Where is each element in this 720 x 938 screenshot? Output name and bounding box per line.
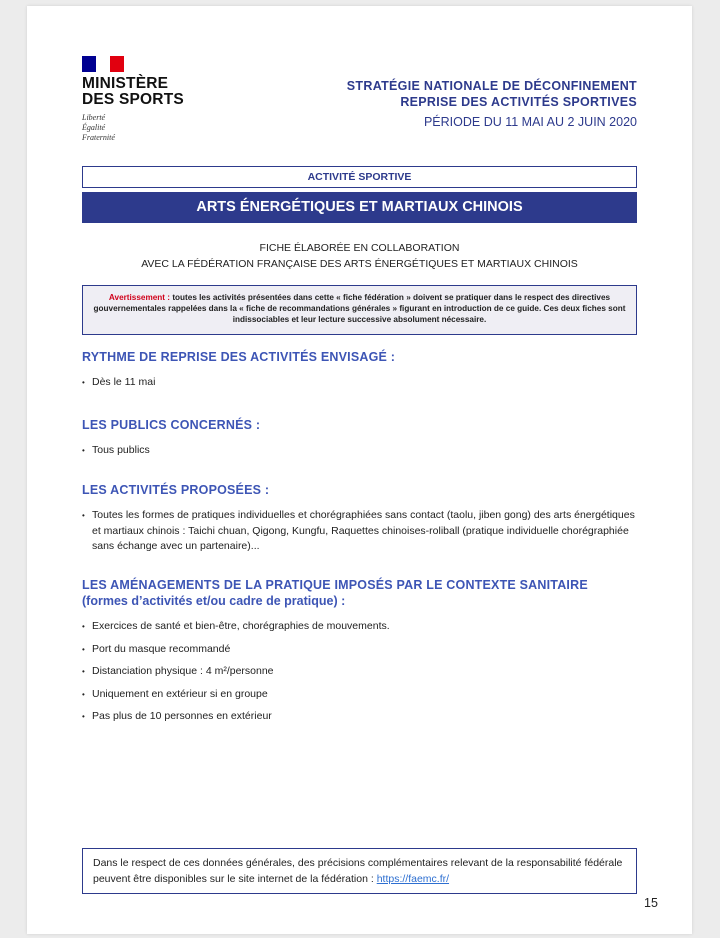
warning-label: Avertissement : xyxy=(108,293,171,302)
section-activites xyxy=(82,482,642,562)
motto-liberte: Liberté xyxy=(82,113,106,122)
section-publics xyxy=(82,417,642,466)
section-title-amenagements: LES AMÉNAGEMENTS DE LA PRATIQUE IMPOSÉS PAR LE CONTEXTE SANITAIRE xyxy=(82,578,588,592)
section-title-publics: LES PUBLICS CONCERNÉS : xyxy=(82,418,261,432)
warning-box xyxy=(82,285,637,335)
list-item: • Port du masque recommandé xyxy=(82,642,642,658)
list-publics xyxy=(82,443,642,459)
list-activites xyxy=(82,508,642,555)
section-title-rythme: RYTHME DE REPRISE DES ACTIVITÉS ENVISAGÉ : xyxy=(82,350,396,364)
list-rythme xyxy=(82,375,642,391)
ministry-line-1: MINISTÈRE xyxy=(82,75,169,92)
list-item: • Dès le 11 mai xyxy=(82,375,642,391)
activity-label: ACTIVITÉ SPORTIVE xyxy=(82,166,637,188)
section-subtitle-amenagements: (formes d’activités et/ou cadre de pratique) : xyxy=(82,594,346,608)
federation-website-link[interactable]: https://faemc.fr/ xyxy=(376,872,450,885)
page-title: ARTS ÉNERGÉTIQUES ET MARTIAUX CHINOIS xyxy=(82,192,637,223)
motto-fraternite: Fraternité xyxy=(82,133,115,142)
federation-info-box xyxy=(82,848,637,894)
warning-text: toutes les activités présentées dans cette « fiche fédération » doivent se pratiquer dans le respect des directives gouvernementales rappelées dans la « fiche de recommandations générales » figurant en introduction de ce guide. Ces deux fiches sont indissociables et leur lecture successive absolument nécessaire. xyxy=(93,293,626,324)
list-item: • Tous publics xyxy=(82,443,642,459)
ministry-line-2: DES SPORTS xyxy=(82,91,184,108)
collaboration-note xyxy=(82,240,637,272)
collaboration-line-1: FICHE ÉLABORÉE EN COLLABORATION xyxy=(259,242,460,254)
federation-info-text: Dans le respect de ces données générales, des précisions complémentaires relevant de la responsabilité fédérale peuvent être disponibles sur le site internet de la fédération : xyxy=(93,857,623,885)
section-rythme xyxy=(82,349,642,398)
ministry-logo xyxy=(82,56,184,143)
list-amenagements xyxy=(82,619,642,725)
section-title-activites: LES ACTIVITÉS PROPOSÉES : xyxy=(82,483,270,497)
list-item: • Distanciation physique : 4 m²/personne xyxy=(82,664,642,680)
list-item: • Pas plus de 10 personnes en extérieur xyxy=(82,709,642,725)
list-item: • Uniquement en extérieur si en groupe xyxy=(82,687,642,703)
motto-egalite: Égalité xyxy=(82,123,106,132)
ministry-name xyxy=(82,76,184,108)
page-number: 15 xyxy=(644,896,658,910)
republic-motto xyxy=(82,113,184,143)
header-strategy: STRATÉGIE NATIONALE DE DÉCONFINEMENT xyxy=(346,79,637,93)
document-header xyxy=(347,78,637,131)
header-reprise: REPRISE DES ACTIVITÉS SPORTIVES xyxy=(400,95,637,109)
header-period: PÉRIODE DU 11 MAI AU 2 JUIN 2020 xyxy=(423,115,637,129)
collaboration-line-2: AVEC LA FÉDÉRATION FRANÇAISE DES ARTS ÉNERGÉTIQUES ET MARTIAUX CHINOIS xyxy=(141,258,578,270)
french-flag-icon xyxy=(82,56,124,72)
section-amenagements xyxy=(82,577,642,732)
list-item: • Toutes les formes de pratiques individuelles et chorégraphiées sans contact (taolu, jiben gong) des arts énergétiques et martiaux chinois : Taichi chuan, Qigong, Kungfu, Raquettes chinoises-roliball (pratique individuelle chorégraphiée sans échange avec un partenaire)... xyxy=(82,508,642,555)
document-page xyxy=(27,6,692,934)
list-item: • Exercices de santé et bien-être, chorégraphies de mouvements. xyxy=(82,619,642,635)
